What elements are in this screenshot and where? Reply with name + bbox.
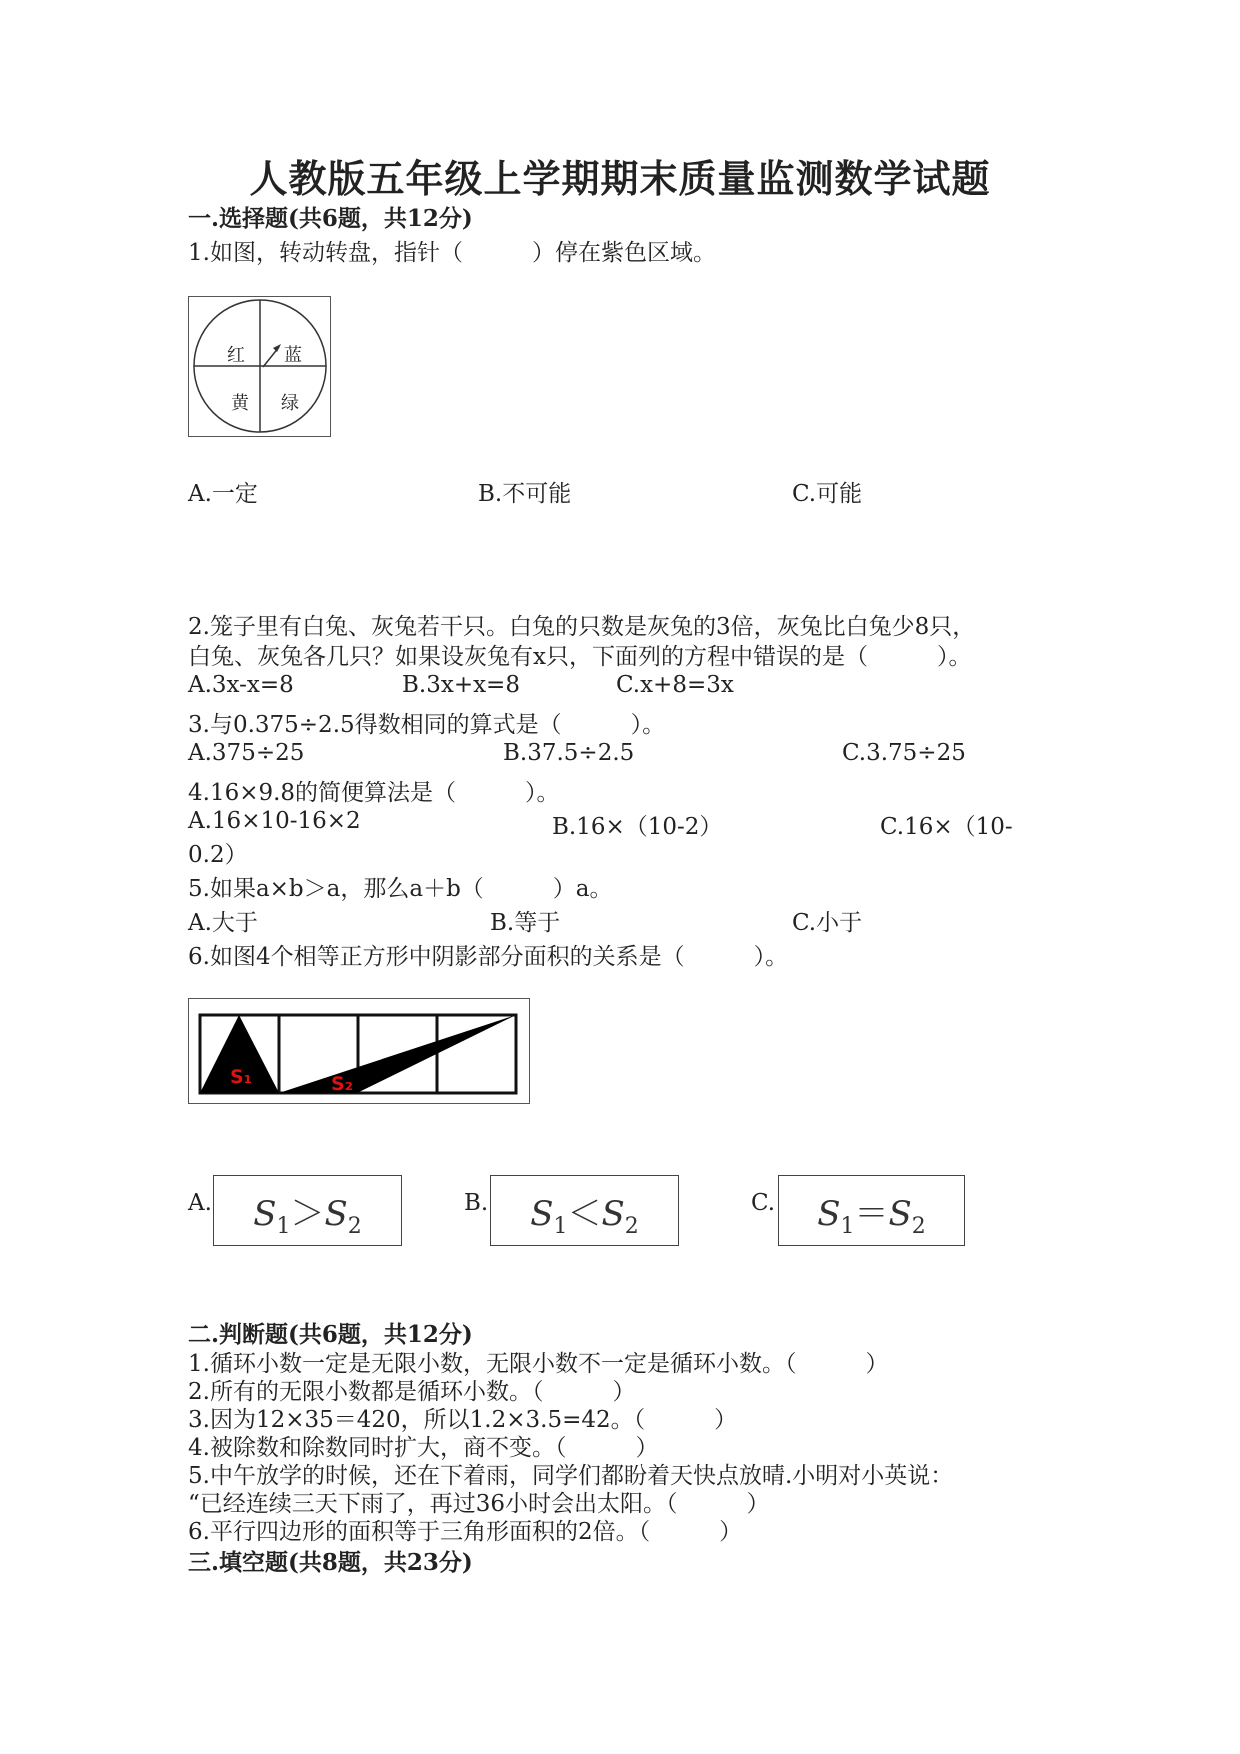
q2-option-c: C.x+8=3x — [616, 672, 734, 698]
q2-option-a: A.3x-x=8 — [188, 672, 294, 698]
q6-option-b-symbol: ＜ — [567, 1194, 602, 1234]
judge-item-5-line2: “已经连续三天下雨了，再过36小时会出太阳。（ ） — [188, 1491, 770, 1517]
question-2-stem-line2: 白兔、灰兔各几只？如果设灰兔有x只，下面列的方程中错误的是（ ）。 — [188, 644, 972, 670]
question-6-stem: 6.如图4个相等正方形中阴影部分面积的关系是（ ）。 — [188, 944, 789, 970]
question-4-stem: 4.16×9.8的简便算法是（ ）。 — [188, 780, 560, 806]
question-3-stem: 3.与0.375÷2.5得数相同的算式是（ ）。 — [188, 712, 666, 738]
q4-option-c-continued: 0.2） — [188, 842, 248, 868]
spinner-label-blue: 蓝 — [284, 345, 302, 366]
question-2-stem-line1: 2.笼子里有白兔、灰兔若干只。白兔的只数是灰兔的3倍，灰兔比白兔少8只， — [188, 614, 976, 640]
q6-option-c-box — [778, 1175, 965, 1246]
q5-option-b: B.等于 — [490, 910, 561, 936]
q3-option-a: A.375÷25 — [188, 740, 305, 766]
q3-option-c: C.3.75÷25 — [842, 740, 966, 766]
question-5-stem: 5.如果a×b＞a，那么a＋b（ ）a。 — [188, 876, 613, 902]
q6-option-a-symbol: ＞ — [290, 1194, 325, 1234]
judge-item-1: 1.循环小数一定是无限小数，无限小数不一定是循环小数。（ ） — [188, 1351, 889, 1377]
q6-option-a-box — [213, 1175, 402, 1246]
q6-option-b-box — [490, 1175, 679, 1246]
q1-option-a: A.一定 — [188, 481, 258, 507]
q2-option-b: B.3x+x=8 — [402, 672, 520, 698]
question-1-stem: 1.如图，转动转盘，指针（ ）停在紫色区域。 — [188, 240, 716, 266]
q6-option-c-letter: C. — [751, 1190, 776, 1216]
judge-item-6: 6.平行四边形的面积等于三角形面积的2倍。（ ） — [188, 1519, 743, 1545]
judge-item-2: 2.所有的无限小数都是循环小数。（ ） — [188, 1379, 636, 1405]
q6-option-c-symbol: ＝ — [854, 1194, 889, 1234]
q5-option-c: C.小于 — [792, 910, 863, 936]
s1-label: S₁ — [230, 1066, 253, 1088]
spinner-graphic — [189, 297, 330, 436]
q4-option-b: B.16×（10-2） — [552, 814, 723, 840]
section-heading-choice: 一.选择题(共6题，共12分) — [188, 205, 473, 232]
spinner-figure — [188, 296, 331, 437]
spinner-label-green: 绿 — [281, 393, 299, 414]
q5-option-a: A.大于 — [188, 910, 258, 936]
squares-graphic — [189, 999, 529, 1103]
q6-option-b-letter: B. — [464, 1190, 489, 1216]
section-heading-judge: 二.判断题(共6题，共12分) — [188, 1321, 473, 1348]
judge-item-4: 4.被除数和除数同时扩大，商不变。（ ） — [188, 1435, 659, 1461]
section-heading-fill: 三.填空题(共8题，共23分) — [188, 1549, 473, 1576]
q6-option-a-letter: A. — [188, 1190, 212, 1216]
spinner-label-yellow: 黄 — [231, 393, 249, 414]
q1-option-b: B.不可能 — [478, 481, 572, 507]
q6-option-a-formula: $S_1>S_2$ — [253, 1194, 362, 1239]
judge-item-3: 3.因为12×35＝420，所以1.2×3.5=42。（ ） — [188, 1407, 738, 1433]
q6-option-b-formula: $S_1<S_2$ — [530, 1194, 639, 1239]
q4-option-c: C.16×（10- — [880, 814, 1013, 840]
q3-option-b: B.37.5÷2.5 — [503, 740, 635, 766]
s2-label: S₂ — [331, 1073, 354, 1095]
q6-option-c-formula: $S_1=S_2$ — [817, 1194, 926, 1239]
q1-option-c: C.可能 — [792, 481, 863, 507]
spinner-label-red: 红 — [227, 345, 245, 366]
page-title: 人教版五年级上学期期末质量监测数学试题 — [249, 156, 991, 201]
squares-figure — [188, 998, 530, 1104]
judge-item-5-line1: 5.中午放学的时候，还在下着雨，同学们都盼着天快点放晴.小明对小英说： — [188, 1463, 954, 1489]
q4-option-a: A.16×10-16×2 — [188, 808, 361, 834]
